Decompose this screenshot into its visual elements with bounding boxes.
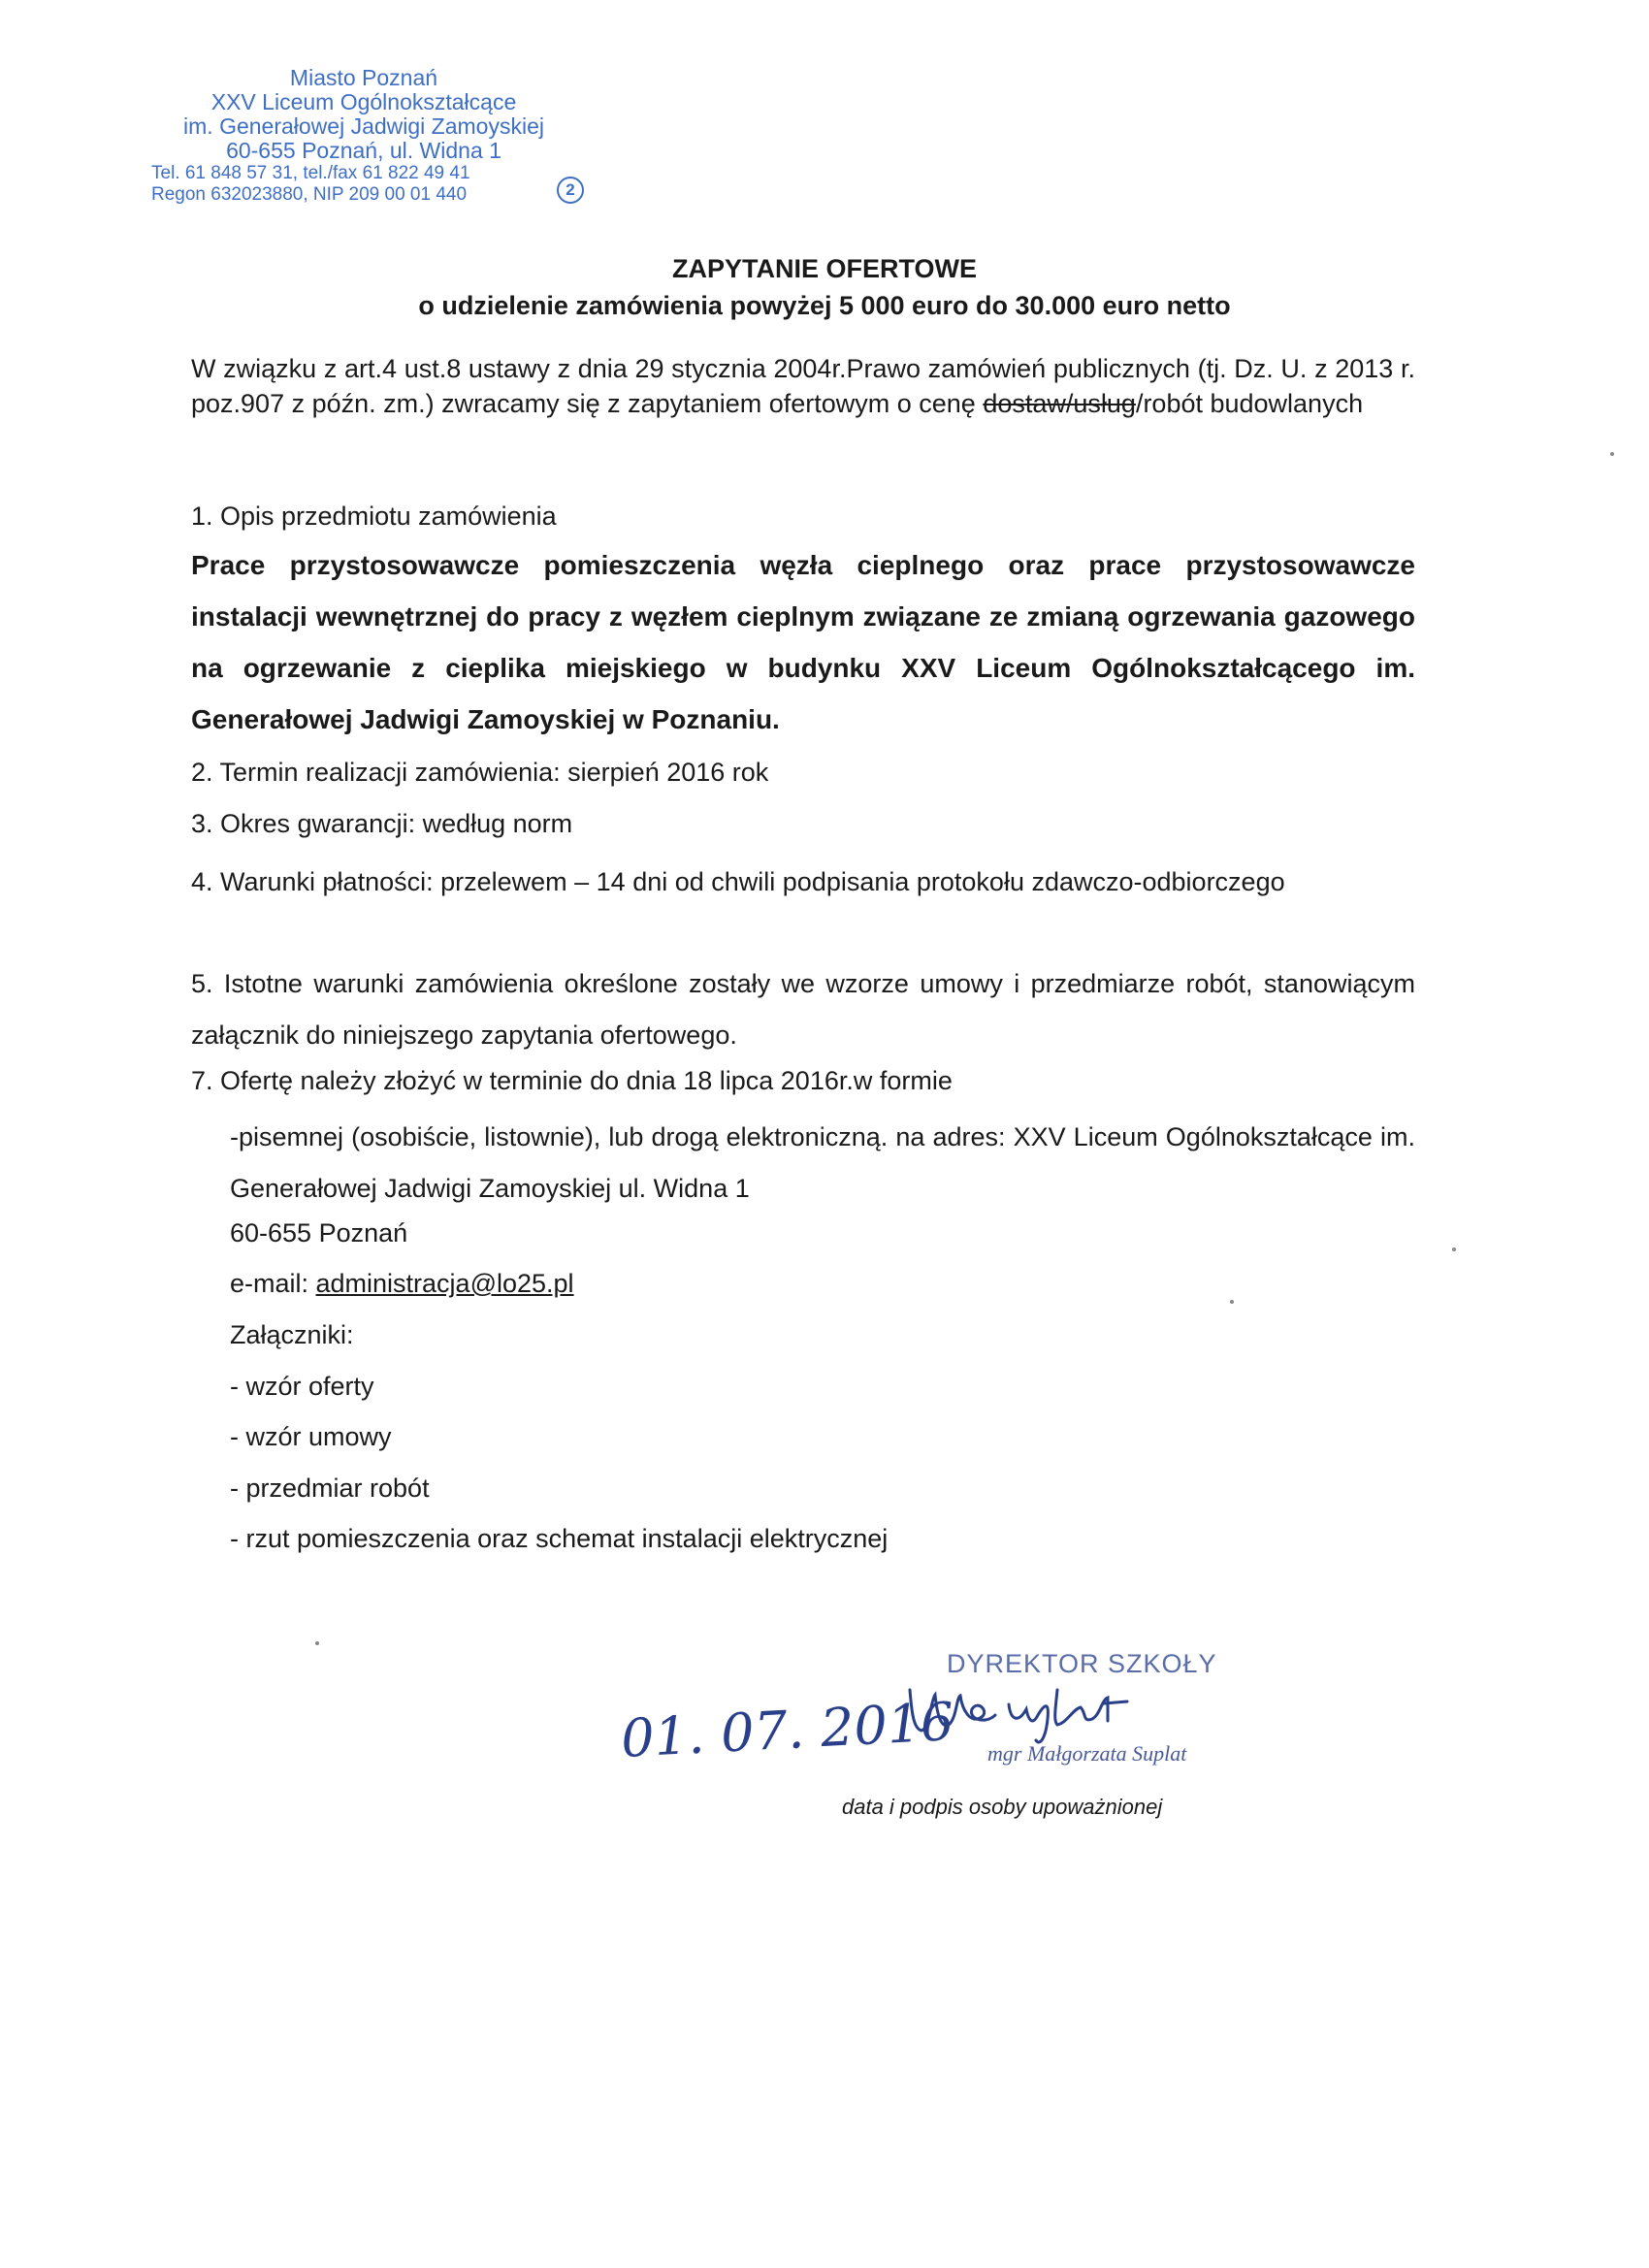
attachment-item: - rzut pomieszczenia oraz schemat instalacji elektrycznej [230,1524,889,1553]
item-5: 5. Istotne warunki zamówienia określone zostały we wzorze umowy i przedmiarze robót, stanowiącym załącznik do niniejszego zapytania ofertowego. [191,969,1415,1050]
signature-date: 01. 07. 2016 [619,1691,955,1769]
scan-speck [315,1641,319,1645]
school-stamp [146,66,582,206]
stamp-line-address: 60-655 Poznań, ul. Widna 1 [226,138,501,163]
stamp-number-badge: 2 [557,177,584,204]
intro-text: W związku z art.4 ust.8 ustawy z dnia 29 stycznia 2004r.Prawo zamówień publicznych (tj. Dz. U. z 2013 r. poz.907 z późn. zm.) zwracamy się z zapytaniem ofertowym o cenę [191,354,1415,418]
item-7-city: 60-655 Poznań [230,1218,408,1247]
item-7: 7. Ofertę należy złożyć w terminie do dnia 18 lipca 2016r.w formie [191,1066,953,1095]
email-label: e-mail: [230,1269,316,1298]
intro-paragraph [191,351,1415,421]
attachment-item: - wzór umowy [230,1422,392,1451]
scan-speck [1230,1300,1234,1304]
scan-speck [1452,1247,1456,1251]
stamp-line-regon: Regon 632023880, NIP 209 00 01 440 [151,184,468,205]
item-2: 2. Termin realizacji zamówienia: sierpień 2016 rok [191,758,769,787]
document-subtitle: o udzielenie zamówienia powyżej 5 000 euro do 30.000 euro netto [418,291,1231,320]
item-1-description: Prace przystosowawcze pomieszczenia węzła cieplnego oraz prace przystosowawcze instalacji wewnętrznej do pracy z węzłem cieplnym związane ze zmianą ogrzewania gazowego na ogrzewanie z cieplika miejskiego w budynku XXV Liceum Ogólnokształcącego im. Generałowej Jadwigi Zamoyskiej w Poznaniu. [191,550,1415,734]
attachments-label: Załączniki: [230,1320,354,1349]
item-4: 4. Warunki płatności: przelewem – 14 dni od chwili podpisania protokołu zdawczo-odbiorczego [191,867,1285,896]
stamp-line-school: XXV Liceum Ogólnokształcące [210,89,517,114]
email-link[interactable]: administracja@lo25.pl [315,1269,574,1298]
document-title: ZAPYTANIE OFERTOWE [671,254,977,283]
intro-struck-text: dostaw/usług [983,389,1136,418]
signature-caption: data i podpis osoby upoważnionej [842,1795,1163,1819]
stamp-line-city: Miasto Poznań [289,65,438,90]
item-7-form: -pisemnej (osobiście, listownie), lub drogą elektroniczną. na adres: XXV Liceum Ogólnokształcące im. Generałowej Jadwigi Zamoyskiej ul. Widna 1 [230,1122,1415,1203]
stamp-line-phone: Tel. 61 848 57 31, tel./fax 61 822 49 41 [151,163,470,183]
stamp-line-patron: im. Generałowej Jadwigi Zamoyskiej [183,113,544,139]
item-1-label: 1. Opis przedmiotu zamówienia [191,502,557,531]
attachment-item: - wzór oferty [230,1372,374,1401]
intro-text-end: /robót budowlanych [1135,389,1364,418]
handwritten-signature [902,1661,1222,1748]
scan-speck [1610,452,1614,456]
signature-name: mgr Małgorzata Suplat [987,1741,1187,1766]
signature-role: DYREKTOR SZKOŁY [947,1649,1217,1678]
attachment-item: - przedmiar robót [230,1474,430,1503]
email-line [230,1266,1415,1301]
item-3: 3. Okres gwarancji: według norm [191,809,573,838]
